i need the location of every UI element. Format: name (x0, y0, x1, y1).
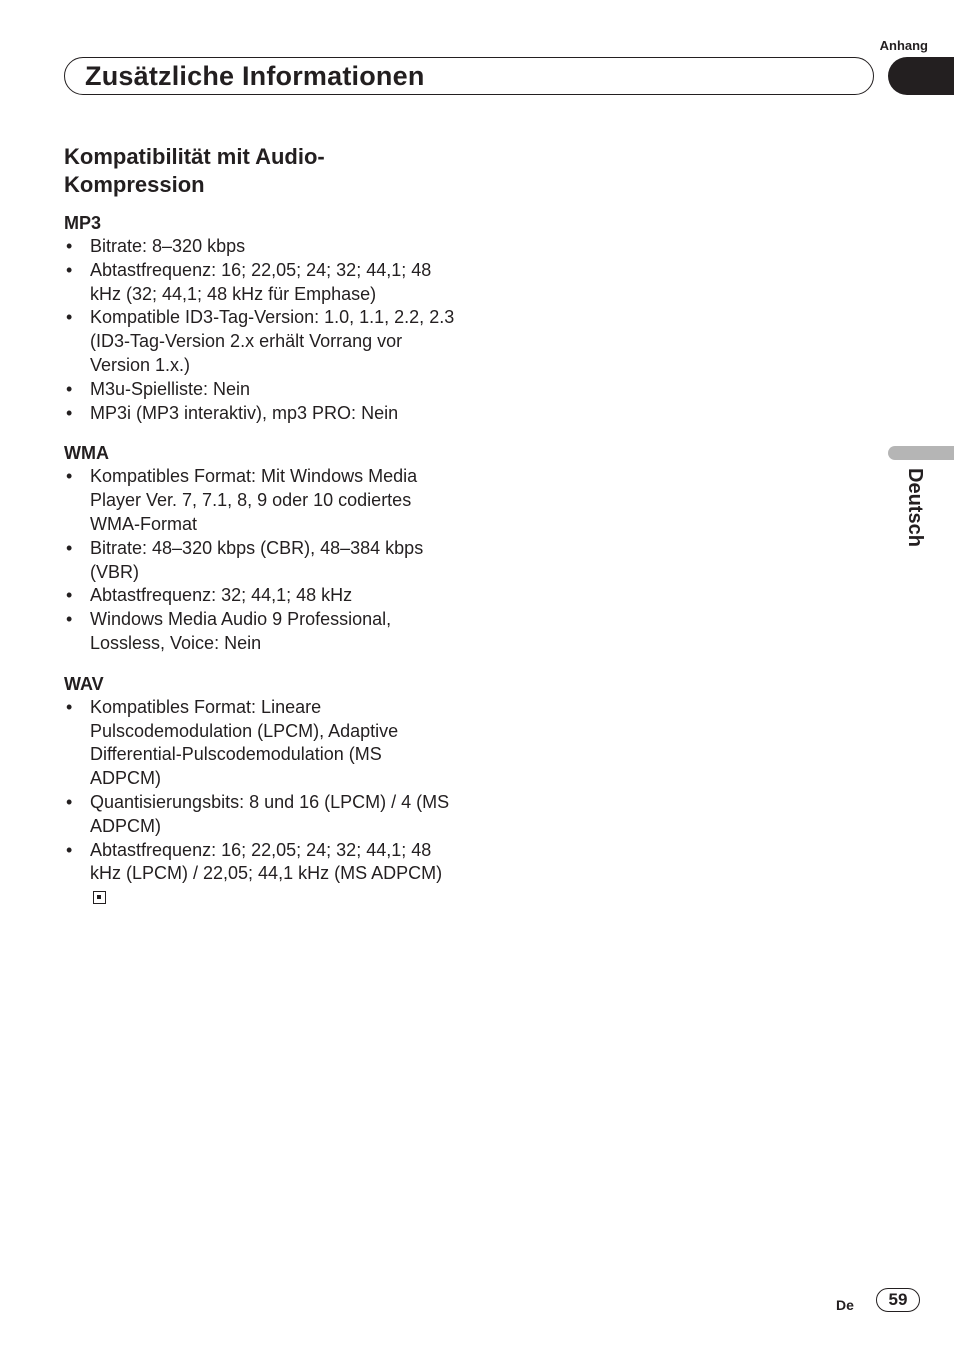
subheading-wav: WAV (64, 673, 104, 694)
wma-list (64, 465, 456, 655)
list-item: • Quantisierungsbits: 8 und 16 (LPCM) / 4 (MS ADPCM) (64, 791, 456, 839)
list-item: • Abtastfrequenz: 16; 22,05; 24; 32; 44,1; 48 kHz (32; 44,1; 48 kHz für Emphase) (64, 259, 456, 307)
subheading-mp3: MP3 (64, 213, 102, 233)
list-item (64, 839, 456, 910)
wav-list (64, 696, 456, 910)
list-item: • Bitrate: 8–320 kbps (64, 235, 456, 259)
list-item-text: Abtastfrequenz: 16; 22,05; 24; 32; 44,1; 48 kHz (LPCM) / 22,05; 44,1 kHz (MS ADPCM) (90, 839, 443, 884)
subheading-wma: WMA (64, 443, 109, 464)
language-tab-marker (888, 446, 954, 460)
page-title: Zusätzliche Informationen (85, 61, 425, 91)
page-number: 59 (876, 1288, 920, 1312)
mp3-list (64, 235, 456, 425)
list-item: • Kompatibles Format: Lineare Pulscodemodulation (LPCM), Adaptive Differential-Pulscodemodulation (MS ADPCM) (64, 696, 456, 791)
list-item: • Bitrate: 48–320 kbps (CBR), 48–384 kbps (VBR) (64, 537, 456, 585)
list-item: • Abtastfrequenz: 32; 44,1; 48 kHz (64, 584, 456, 608)
header-bar (64, 57, 874, 95)
section-tab-marker (888, 57, 954, 95)
list-item: • Windows Media Audio 9 Professional, Lossless, Voice: Nein (64, 608, 456, 656)
content-heading: Kompatibilität mit Audio-Kompression (64, 144, 325, 197)
list-item: • Kompatibles Format: Mit Windows Media Player Ver. 7, 7.1, 8, 9 oder 10 codiertes WMA-Format (64, 465, 456, 536)
list-item: • Kompatible ID3-Tag-Version: 1.0, 1.1, 2.2, 2.3 (ID3-Tag-Version 2.x erhält Vorrang vor Version 1.x.) (64, 306, 456, 377)
end-of-section-icon (93, 891, 106, 904)
list-item: • MP3i (MP3 interaktiv), mp3 PRO: Nein (64, 402, 456, 426)
main-content (64, 143, 456, 926)
language-side-label: Deutsch (904, 468, 926, 547)
section-label: Anhang (879, 38, 928, 53)
list-item: • M3u-Spielliste: Nein (64, 378, 456, 402)
footer-language-code: De (836, 1297, 854, 1313)
